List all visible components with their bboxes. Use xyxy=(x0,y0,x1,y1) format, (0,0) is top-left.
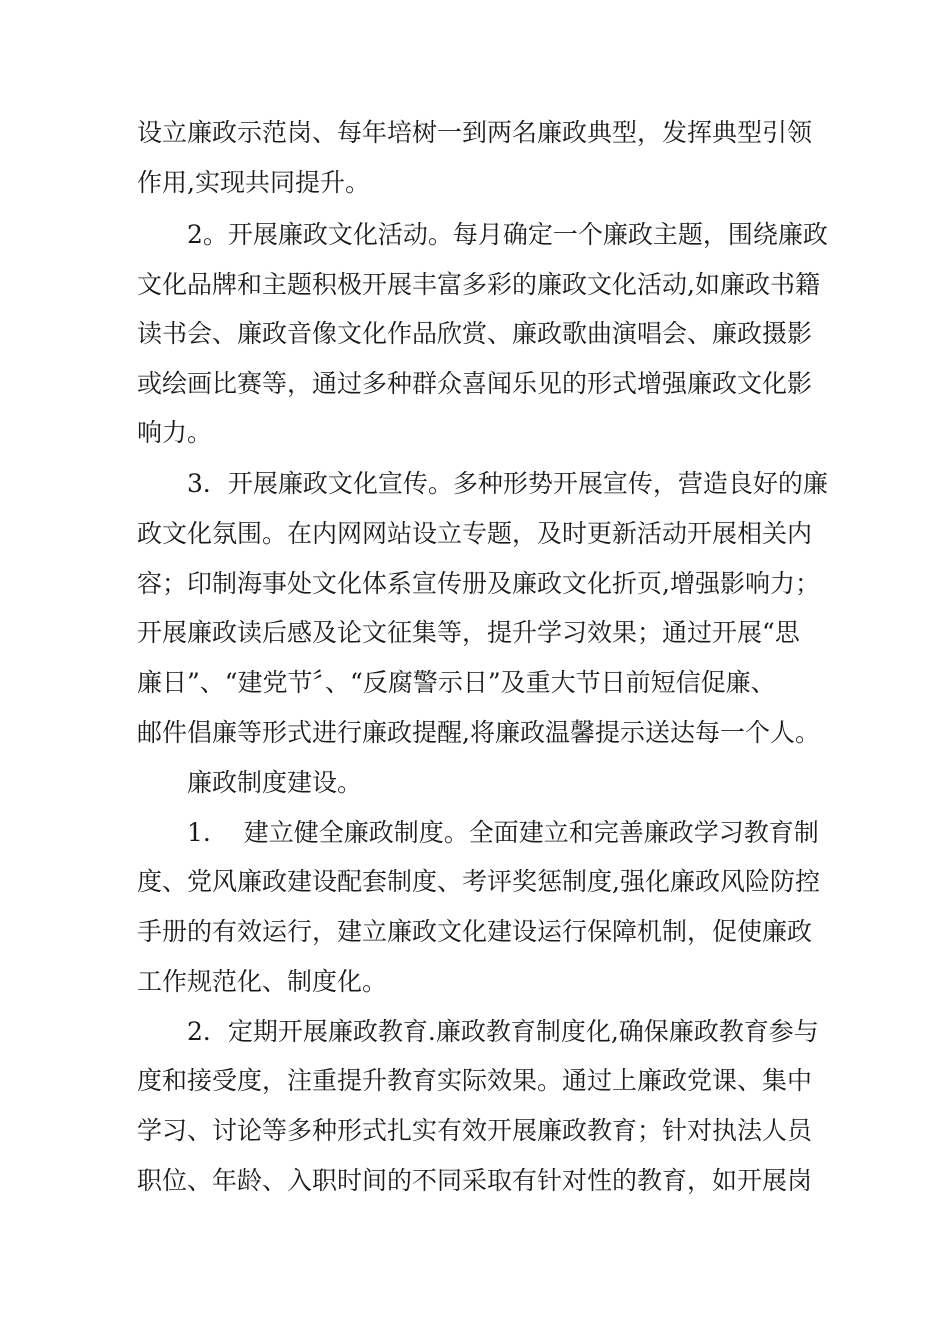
text-line: 政文化氛围。在内网网站设立专题，及时更新活动开展相关内 xyxy=(137,519,813,548)
text-line: 或绘画比赛等，通过多种群众喜闻乐见的形式增强廉政文化影 xyxy=(137,369,813,398)
text-line: 度和接受度，注重提升教育实际效果。通过上廉政党课、集中 xyxy=(137,1066,813,1095)
text-line: 手册的有效运行，建立廉政文化建设运行保障机制，促使廉政 xyxy=(137,917,813,946)
text-line: 作用,实现共同提升。 xyxy=(137,168,370,197)
text-line: 响力。 xyxy=(137,418,213,447)
text-line: 廉日”、“建党节〞、“反腐警示日”及重大节日前短信促廉、 xyxy=(137,668,776,697)
text-line: 邮件倡廉等形式进行廉政提醒,将廉政温馨提示送达每一个人。 xyxy=(137,718,820,747)
text-line: 容；印制海事处文化体系宣传册及廉政文化折页,增强影响力； xyxy=(137,569,820,598)
section-heading: 廉政制度建设。 xyxy=(187,768,363,797)
text-line: 设立廉政示范岗、每年培树一到两名廉政典型，发挥典型引领 xyxy=(137,118,813,147)
text-line: 读书会、廉政音像文化作品欣赏、廉政歌曲演唱会、廉政摄影 xyxy=(137,319,813,348)
text-line: 职位、年龄、入职时间的不同采取有针对性的教育，如开展岗 xyxy=(137,1166,813,1195)
text-line: 文化品牌和主题积极开展丰富多彩的廉政文化活动,如廉政书籍 xyxy=(137,270,820,299)
text-line: 工作规范化、制度化。 xyxy=(137,967,388,996)
text-line: 度、党风廉政建设配套制度、考评奖惩制度,强化廉政风险防控 xyxy=(137,867,820,896)
text-line: 1. 建立健全廉政制度。全面建立和完善廉政学习教育制 xyxy=(187,818,819,847)
text-line: 开展廉政读后感及论文征集等，提升学习效果；通过开展“思 xyxy=(137,618,800,647)
text-line: 2．定期开展廉政教育.廉政教育制度化,确保廉政教育参与 xyxy=(187,1017,819,1046)
text-line: 2。开展廉政文化活动。每月确定一个廉政主题，围绕廉政 xyxy=(187,220,828,249)
text-line: 3．开展廉政文化宣传。多种形势开展宣传，营造良好的廉 xyxy=(187,469,828,498)
text-line: 学习、讨论等多种形式扎实有效开展廉政教育；针对执法人员 xyxy=(137,1116,813,1145)
